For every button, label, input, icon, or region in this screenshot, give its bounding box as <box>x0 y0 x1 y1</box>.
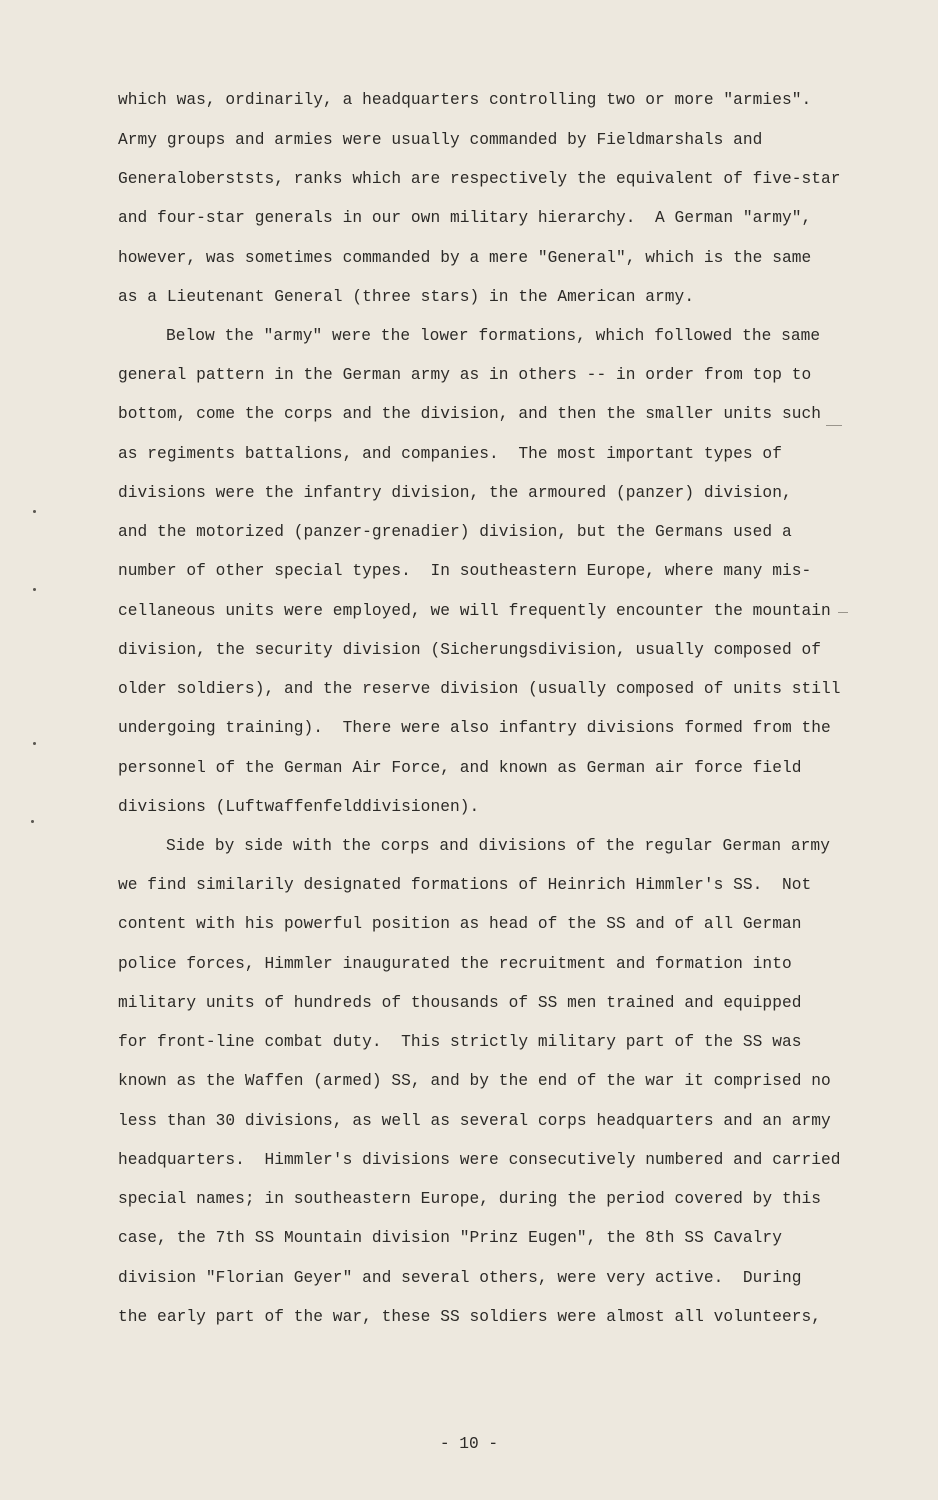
text-line: Army groups and armies were usually commanded by Fieldmarshals and <box>118 131 763 149</box>
text-line: which was, ordinarily, a headquarters controlling two or more "armies". <box>118 91 812 109</box>
text-line: Side by side with the corps and divisions of the regular German army <box>166 837 830 855</box>
text-line: as a Lieutenant General (three stars) in the American army. <box>118 288 695 306</box>
text-line: and the motorized (panzer-grenadier) division, but the Germans used a <box>118 523 792 541</box>
margin-speck <box>33 510 36 513</box>
text-line: case, the 7th SS Mountain division "Prinz Eugen", the 8th SS Cavalry <box>118 1229 782 1247</box>
text-line: known as the Waffen (armed) SS, and by the end of the war it comprised no <box>118 1072 831 1090</box>
text-line: however, was sometimes commanded by a mere "General", which is the same <box>118 249 812 267</box>
margin-speck <box>33 588 36 591</box>
text-line: personnel of the German Air Force, and known as German air force field <box>118 759 802 777</box>
text-line: less than 30 divisions, as well as several corps headquarters and an army <box>118 1112 831 1130</box>
text-line: as regiments battalions, and companies. The most important types of <box>118 445 782 463</box>
text-line: and four-star generals in our own military hierarchy. A German "army", <box>118 209 812 227</box>
text-line: the early part of the war, these SS soldiers were almost all volunteers, <box>118 1308 822 1326</box>
text-line: Below the "army" were the lower formations, which followed the same <box>166 327 821 345</box>
text-line: police forces, Himmler inaugurated the recruitment and formation into <box>118 955 792 973</box>
text-line: bottom, come the corps and the division, and then the smaller units such <box>118 405 822 423</box>
text-line: undergoing training). There were also infantry divisions formed from the <box>118 719 831 737</box>
margin-mark <box>826 425 842 426</box>
text-line: older soldiers), and the reserve division (usually composed of units still <box>118 680 841 698</box>
text-line: division "Florian Geyer" and several others, were very active. During <box>118 1269 802 1287</box>
text-line: military units of hundreds of thousands of SS men trained and equipped <box>118 994 802 1012</box>
margin-speck <box>31 820 34 823</box>
text-line: headquarters. Himmler's divisions were consecutively numbered and carried <box>118 1151 841 1169</box>
margin-mark <box>838 612 848 613</box>
margin-speck <box>33 742 36 745</box>
text-line: general pattern in the German army as in others -- in order from top to <box>118 366 812 384</box>
text-line: number of other special types. In southeastern Europe, where many mis- <box>118 562 812 580</box>
text-line: division, the security division (Sicherungsdivision, usually composed of <box>118 641 822 659</box>
text-line: we find similarily designated formations of Heinrich Himmler's SS. Not <box>118 876 812 894</box>
text-line: Generaloberststs, ranks which are respectively the equivalent of five-star <box>118 170 841 188</box>
page-number: - 10 - <box>439 1435 499 1453</box>
text-line: for front-line combat duty. This strictly military part of the SS was <box>118 1033 802 1051</box>
text-line: divisions (Luftwaffenfelddivisionen). <box>118 798 480 816</box>
text-line: special names; in southeastern Europe, during the period covered by this <box>118 1190 822 1208</box>
text-line: content with his powerful position as head of the SS and of all German <box>118 915 802 933</box>
text-line: cellaneous units were employed, we will frequently encounter the mountain <box>118 602 831 620</box>
text-line: divisions were the infantry division, the armoured (panzer) division, <box>118 484 792 502</box>
